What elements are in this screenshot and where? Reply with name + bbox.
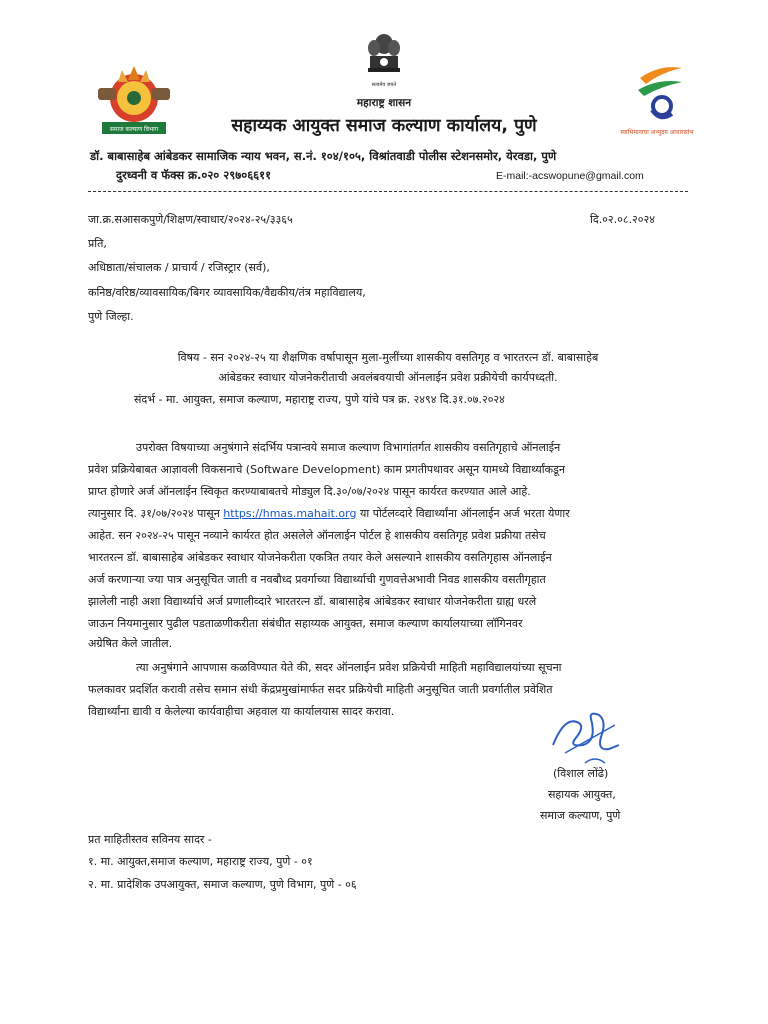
svg-text:समाज कल्याण विभाग: समाज कल्याण विभाग	[109, 126, 159, 133]
copy-item: १. मा. आयुक्त,समाज कल्याण, महाराष्ट्र राज्य, पुणे - ०१	[88, 855, 313, 868]
signatory-name: (विशाल लोंढे)	[553, 767, 609, 780]
portal-link[interactable]: https://hmas.mahait.org	[223, 507, 357, 520]
reference-line: संदर्भ - मा. आयुक्त, समाज कल्याण, महाराष्ट्र राज्य, पुणे यांचे पत्र क्र. २४९४ दि.३१.०७.२०२४	[134, 393, 505, 406]
signatory-office: समाज कल्याण, पुणे	[540, 809, 621, 822]
letter-date: दि.०२.०८.२०२४	[590, 213, 655, 226]
paragraph-line: भारतरत्न डॉ. बाबासाहेब आंबेडकर स्वाधार योजनेकरीता एकत्रित तयार केले असल्याने शासकीय वसतिगृहास ऑनलाईन	[88, 551, 552, 564]
subject-line: आंबेडकर स्वाधार योजनेकरीताची अवलंबवयाची ऑनलाईन प्रवेश प्रक्रीयेची कार्यपध्दती.	[218, 371, 558, 384]
national-emblem	[362, 30, 406, 92]
paragraph-text: त्यानुसार दि. ३१/०७/२०२४ पासून	[88, 507, 224, 520]
paragraph-line: अर्ज करणाऱ्या ज्या पात्र अनुसूचित जाती व नवबौध्द प्रवर्गाच्या विद्यार्थ्याची गुणवत्तेअभावी निवड शासकीय वसतीगृहात	[88, 573, 546, 586]
copy-heading: प्रत माहितीस्तव सविनय सादर -	[88, 833, 212, 846]
paragraph-line: जाऊन नियमानुसार पुढील पडताळणीकरीता संबंधीत सहाय्यक आयुक्त, समाज कल्याण कार्यालयाच्या लॉगिनवर	[88, 617, 523, 630]
signatory-designation: सहायक आयुक्त,	[548, 788, 616, 801]
paragraph-line: विद्यार्थ्यांना द्यावी व केलेल्या कार्यवाहीचा अहवाल या कार्यालयास सादर करावा.	[88, 705, 395, 718]
paragraph-line: अग्रेषित केले जातील.	[88, 637, 173, 650]
paragraph-text: या पोर्टलव्दारे विद्यार्थ्यांना ऑनलाईन अर्ज भरता येणार	[356, 507, 570, 520]
paragraph-line	[88, 506, 570, 521]
recipient-line: अधिष्ठाता/संचालक / प्राचार्य / रजिस्ट्रार (सर्व),	[88, 261, 270, 274]
header-divider	[88, 191, 688, 192]
email-address: E-mail:-acswopune@gmail.com	[496, 170, 644, 182]
paragraph-line: त्या अनुषंगाने आपणास कळविण्यात येते की, सदर ऑनलाईन प्रवेश प्रक्रियेची माहिती महाविद्यालयांच्या सूचना	[136, 661, 562, 674]
paragraph-line: उपरोक्त विषयाच्या अनुषंगाने संदर्भिय पत्रान्वये समाज कल्याण विभागांतर्गत शासकीय वसतिगृहाचे ऑनलाईन	[136, 441, 561, 454]
government-name: महाराष्ट्र शासन	[356, 97, 412, 109]
office-title: सहाय्यक आयुक्त समाज कल्याण कार्यालय, पुणे	[231, 116, 537, 136]
paragraph-line: प्राप्त होणारे अर्ज ऑनलाईन स्विकृत करण्याबाबतचे मोड्युल दि.३०/०७/२०२४ पासून कार्यरत करण्यात आले आहे.	[88, 485, 531, 498]
signature	[545, 705, 625, 775]
salutation: प्रति,	[88, 237, 107, 250]
office-address: डॉ. बाबासाहेब आंबेडकर सामाजिक न्याय भवन, स.नं. १०४/१०५, विश्रांतवाडी पोलीस स्टेशनसमोर, येरवडा, पुणे	[90, 149, 557, 163]
recipient-line: कनिष्ठ/वरिष्ठ/व्यावसायिक/बिगर व्यावसायिक/वैद्यकीय/तंत्र महाविद्यालय,	[88, 286, 366, 299]
paragraph-line: आहेत. सन २०२४-२५ पासून नव्याने कार्यरत होत असलेले ऑनलाईन पोर्टल हे शासकीय वसतिगृह प्रवेश प्रक्रीया तसेच	[88, 529, 546, 542]
recipient-line: पुणे जिल्हा.	[88, 310, 134, 323]
phone-fax: दुरध्वनी व फॅक्स क्र.०२० २९७०६६११	[116, 168, 272, 182]
paragraph-line: फलकावर प्रदर्शित करावी तसेच समान संधी केंद्रप्रमुखांमार्फत सदर प्रक्रियेची माहिती अनुसूचित जाती प्रवर्गातील प्रवेशित	[88, 683, 553, 696]
svg-text:सत्यमेव जयते: सत्यमेव जयते	[371, 82, 397, 88]
paragraph-line: झालेली नाही अशा विद्यार्थ्याचे अर्ज प्रणालीव्दारे भारतरत्न डॉ. बाबासाहेब आंबेडकर स्वाधार योजनेकरीता ग्राह्य धरले	[88, 595, 537, 608]
copy-item: २. मा. प्रादेशिक उपआयुक्त, समाज कल्याण, पुणे विभाग, पुणे - ०६	[88, 878, 357, 891]
reference-number: जा.क्र.सआसकपुणे/शिक्षण/स्वाधार/२०२४-२५/३३६५	[88, 213, 293, 226]
subject-line: विषय - सन २०२४-२५ या शैक्षणिक वर्षापासून मुला-मुलींच्या शासकीय वसतिगृह व भारतरत्न डॉ. बाबासाहेब	[177, 351, 599, 364]
svg-text:स्वाभिमानाचा अभ्युदय आधारस्तंभ: स्वाभिमानाचा अभ्युदय आधारस्तंभ	[620, 129, 694, 136]
paragraph-line: प्रवेश प्रक्रियेबाबत आज्ञावली विकसनाचे (Software Development) काम प्रगतीपथावर असून यामध्ये विद्यार्थ्यांकडून	[88, 463, 566, 476]
